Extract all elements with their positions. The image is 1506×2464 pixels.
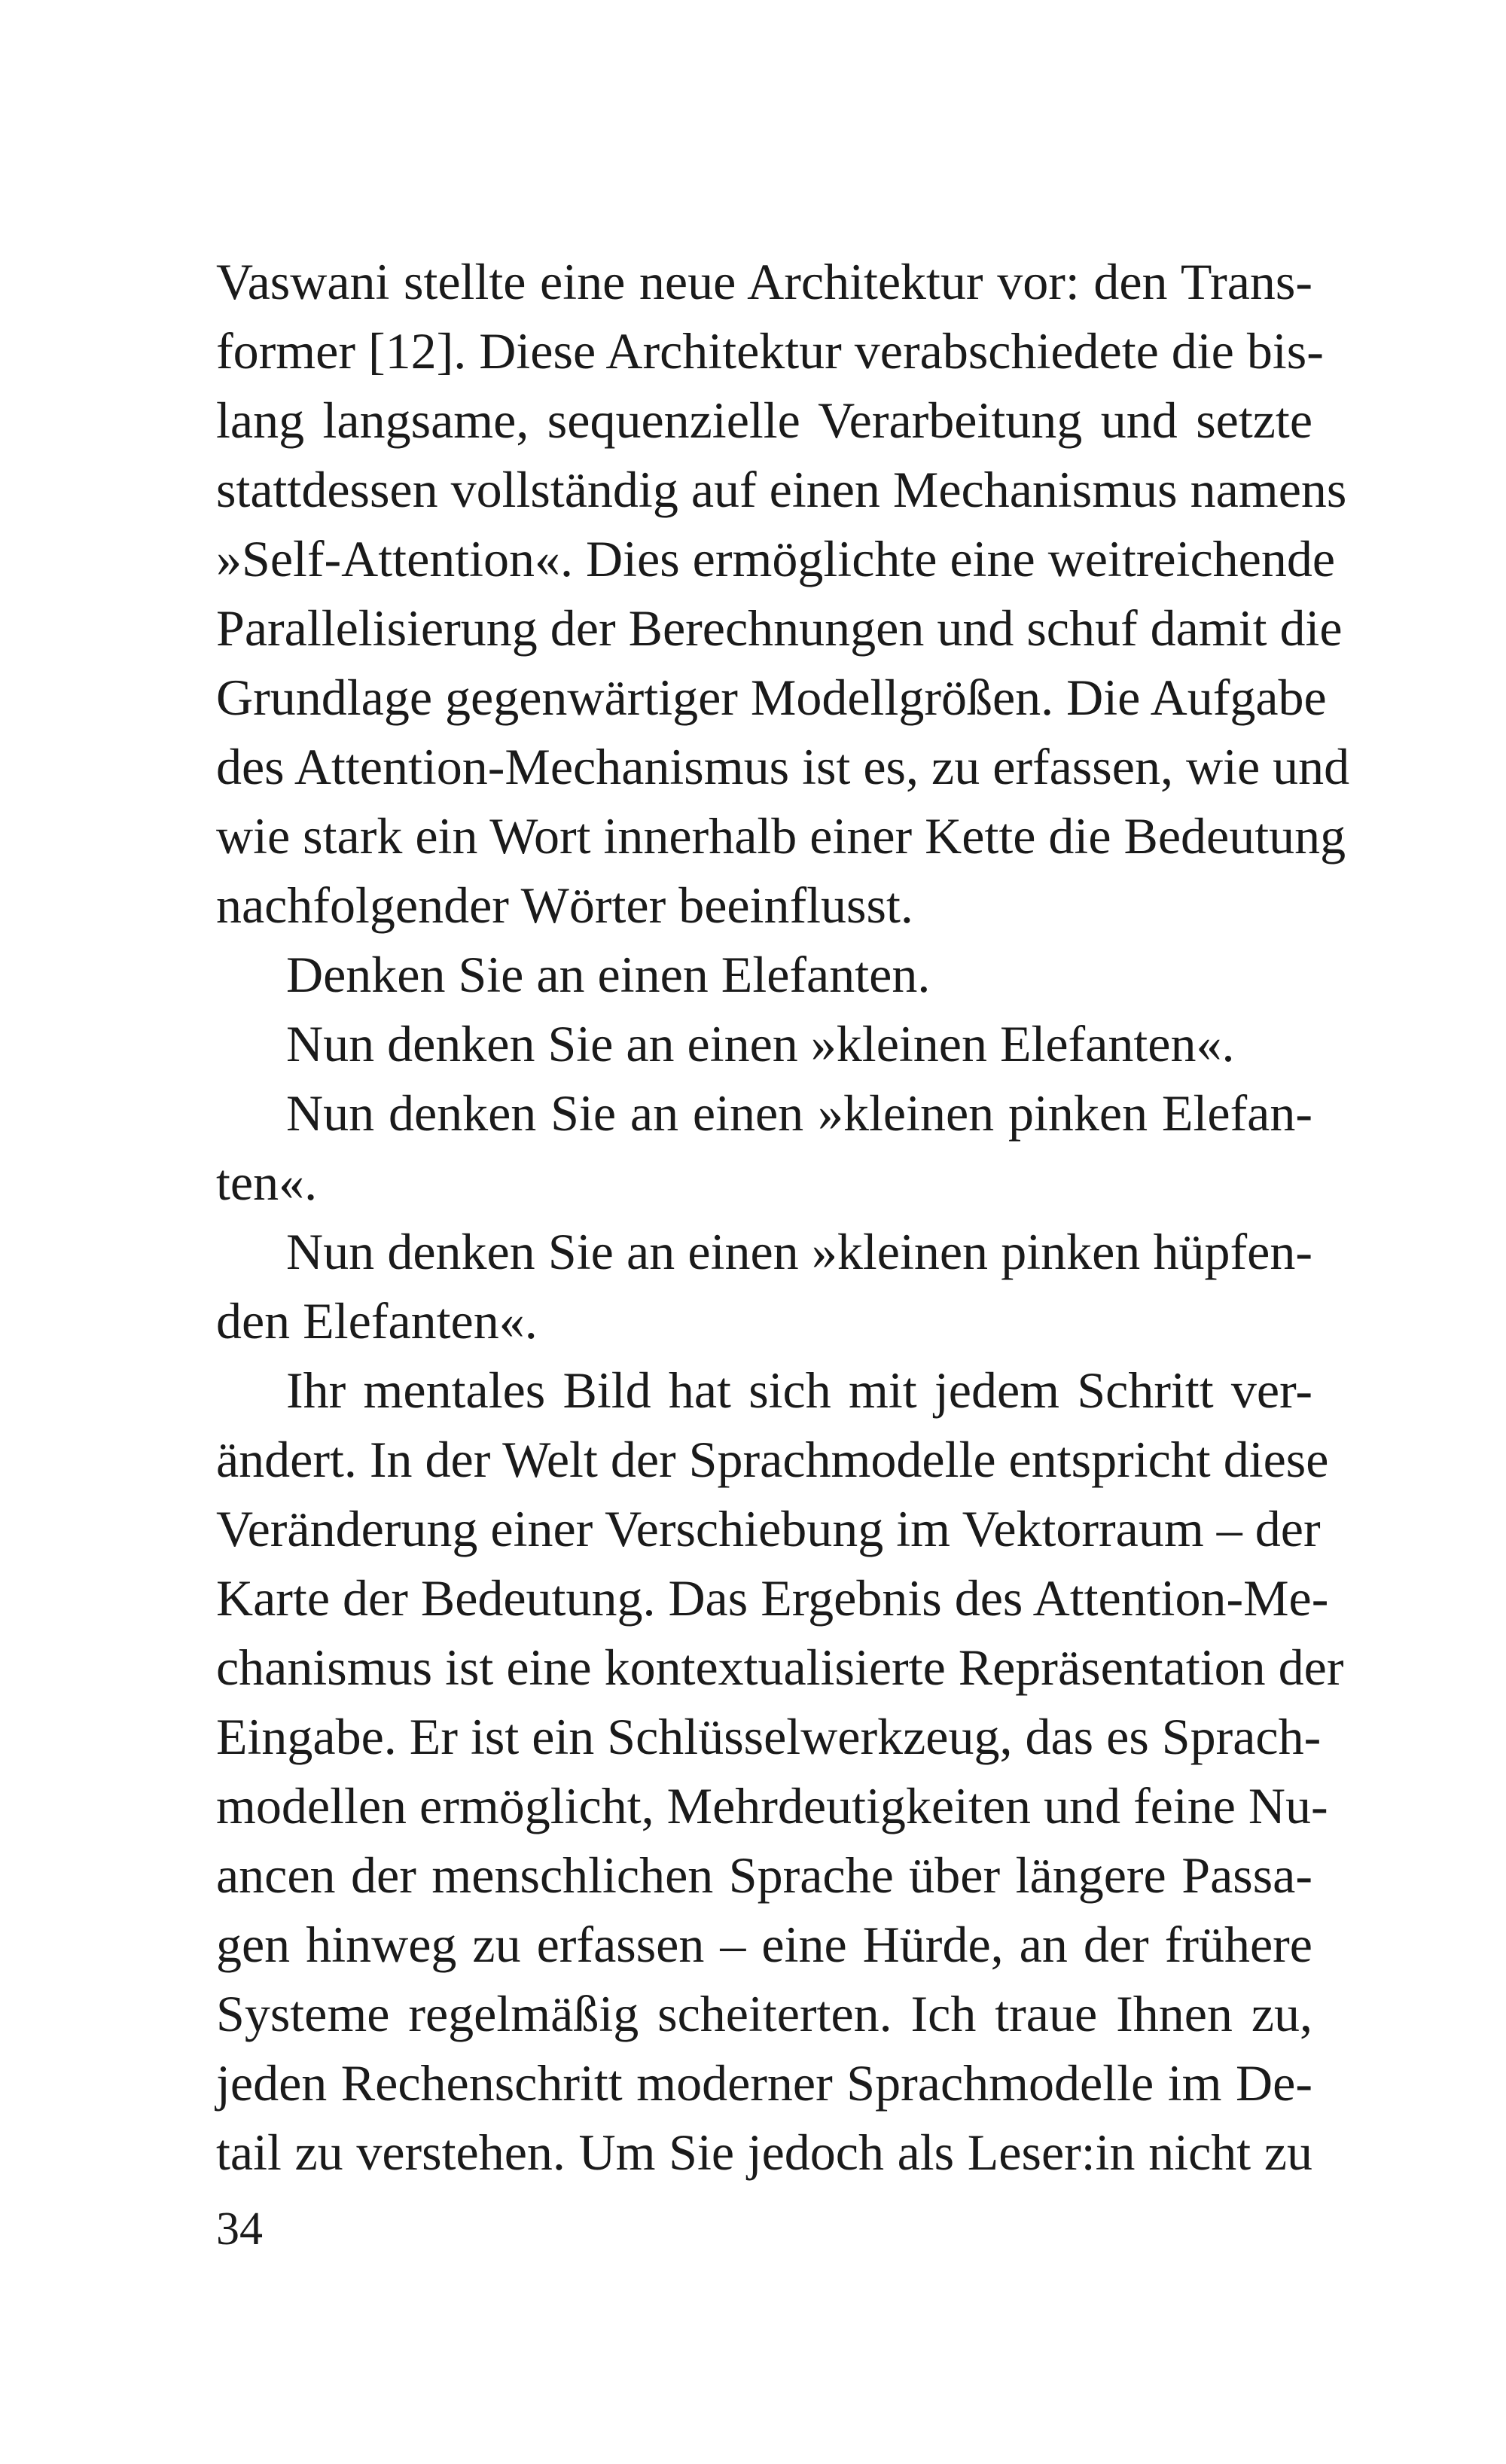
text-line: ancen der menschlichen Sprache über längere Passa- — [216, 1846, 1312, 1904]
text-line: Denken Sie an einen Elefanten. — [286, 946, 931, 1003]
text-line: Veränderung einer Verschiebung im Vektorraum – der — [216, 1500, 1321, 1557]
text-line: ändert. In der Welt der Sprachmodelle entspricht diese — [216, 1431, 1329, 1488]
text-line: »Self-Attention«. Dies ermöglichte eine weitreichende — [216, 530, 1336, 587]
text-line: former [12]. Diese Architektur verabschiedete die bis- — [216, 322, 1324, 380]
text-line: Eingabe. Er ist ein Schlüsselwerkzeug, das es Sprach- — [216, 1708, 1322, 1765]
text-line: nachfolgender Wörter beeinflusst. — [216, 877, 913, 934]
text-line: tail zu verstehen. Um Sie jedoch als Leser:in nicht zu — [216, 2124, 1312, 2181]
text-line: modellen ermöglicht, Mehrdeutigkeiten und feine Nu- — [216, 1777, 1328, 1834]
text-line: Karte der Bedeutung. Das Ergebnis des Attention-Me- — [216, 1569, 1329, 1627]
text-line: chanismus ist eine kontextualisierte Repräsentation der — [216, 1639, 1344, 1696]
text-line: Nun denken Sie an einen »kleinen pinken hüpfen- — [286, 1223, 1312, 1280]
text-line: Parallelisierung der Berechnungen und schuf damit die — [216, 599, 1343, 657]
body-text — [216, 247, 1350, 2187]
text-line: ten«. — [216, 1154, 318, 1211]
text-line: Ihr mentales Bild hat sich mit jedem Schritt ver- — [286, 1362, 1312, 1419]
page-number: 34 — [216, 2203, 263, 2255]
text-line: wie stark ein Wort innerhalb einer Kette die Bedeutung — [216, 807, 1346, 865]
text-line: Grundlage gegenwärtiger Modellgrößen. Die Aufgabe — [216, 669, 1327, 726]
text-line: Vaswani stellte eine neue Architektur vor: den Trans- — [216, 253, 1312, 310]
text-line: gen hinweg zu erfassen – eine Hürde, an der frühere — [216, 1916, 1312, 1973]
text-line: Nun denken Sie an einen »kleinen Elefanten«. — [286, 1015, 1235, 1072]
text-line: lang langsame, sequenzielle Verarbeitung und setzte — [216, 392, 1312, 449]
text-line: Nun denken Sie an einen »kleinen pinken Elefan- — [286, 1084, 1312, 1142]
text-line: Systeme regelmäßig scheiterten. Ich traue Ihnen zu, — [216, 1985, 1312, 2042]
text-line: den Elefanten«. — [216, 1292, 538, 1349]
text-line: stattdessen vollständig auf einen Mechanismus namens — [216, 461, 1347, 518]
text-line: des Attention-Mechanismus ist es, zu erfassen, wie und — [216, 738, 1350, 795]
text-line: jeden Rechenschritt moderner Sprachmodelle im De- — [216, 2054, 1312, 2112]
